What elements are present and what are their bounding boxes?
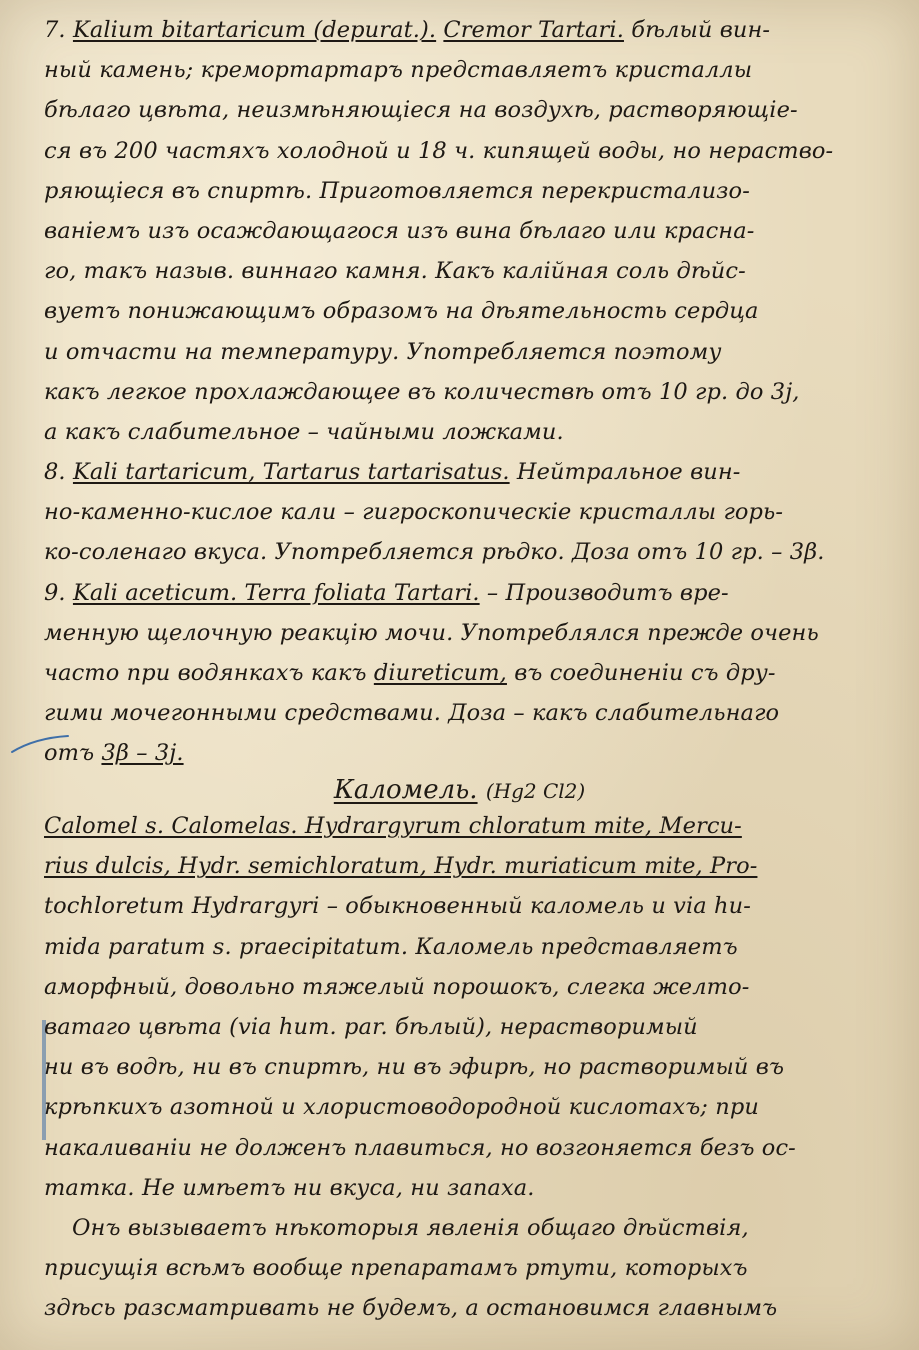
calomel-line-1: Calomel s. Calomelas. Hydrargyrum chloratum mite, Mercu-: [44, 813, 742, 839]
section-8-line-1: [44, 452, 884, 492]
calomel-line-12: присущія всѣмъ вообще препаратамъ ртути, которыхъ: [44, 1255, 748, 1282]
section-7-synonym: Cremor Tartari.: [443, 17, 624, 43]
section-9-line-3-start: часто при водянкахъ какъ: [44, 660, 367, 686]
calomel-line-4: mida paratum s. praecipitatum. Каломель представляетъ: [44, 933, 738, 960]
section-8-latin-title: Kali tartaricum, Tartarus tartarisatus.: [72, 459, 510, 486]
calomel-line-5: аморфный, довольно тяжелый порошокъ, слегка желто-: [44, 973, 750, 1000]
section-8-line-1-rest: Нейтральное вин-: [516, 459, 741, 486]
section-9-line-1-rest: – Производитъ вре-: [486, 579, 729, 606]
section-7-line-2: ный камень; кремортартаръ представляетъ кристаллы: [44, 57, 753, 84]
section-7-latin-title: Kalium bitartaricum (depurat.).: [72, 17, 437, 43]
section-7-line-1: [44, 10, 884, 50]
calomel-line-7: ни въ водѣ, ни въ спиртѣ, ни въ эфирѣ, но растворимый въ: [44, 1054, 785, 1081]
section-9-number: 9.: [44, 579, 66, 606]
calomel-line-9: накаливаніи не долженъ плавиться, но возгоняется безъ ос-: [44, 1134, 796, 1161]
section-7-line-1-rest: бѣлый вин-: [631, 17, 771, 43]
section-9-line-5: [44, 733, 884, 773]
section-7-line-5: ряющіеся въ спиртѣ. Приготовляется перекристализо-: [44, 177, 750, 204]
section-7-line-11: а какъ слабительное – чайными ложками.: [44, 418, 564, 445]
calomel-line-11: Онъ вызываетъ нѣкоторыя явленія общаго дѣйствія,: [72, 1214, 749, 1241]
section-9-line-1: [44, 573, 884, 613]
section-7-line-6: ваніемъ изъ осаждающагося изъ вина бѣлаго или красна-: [44, 217, 755, 244]
section-8-number: 8.: [44, 459, 66, 486]
calomel-line-13: здѣсь разсматривать не будемъ, а остановимся главнымъ: [44, 1295, 778, 1322]
calomel-line-8: крѣпкихъ азотной и хлористоводородной кислотахъ; при: [44, 1094, 759, 1121]
section-7-line-8: вуетъ понижающимъ образомъ на дѣятельность сердца: [44, 298, 759, 325]
calomel-line-10: татка. Не имѣетъ ни вкуса, ни запаха.: [44, 1174, 535, 1201]
section-9-dose: 3β – 3j.: [101, 740, 184, 767]
section-9-line-4: гими мочегонными средствами. Доза – какъ слабительнаго: [44, 700, 780, 727]
section-8-line-3: ко-соленаго вкуса. Употребляется рѣдко. Доза отъ 10 гр. – 3β.: [44, 539, 825, 566]
section-7-line-3: бѣлаго цвѣта, неизмѣняющіеся на воздухѣ, растворяющіе-: [44, 97, 798, 124]
section-7-number: 7.: [44, 17, 66, 43]
section-7: [44, 10, 884, 774]
section-8-line-2: но-каменно-кислое кали – гигроскопическіе кристаллы горь-: [44, 499, 784, 526]
section-7-line-4: ся въ 200 частяхъ холодной и 18 ч. кипящей воды, но нераство-: [44, 137, 834, 164]
section-7-line-10: какъ легкое прохлаждающее въ количествѣ отъ 10 гр. до 3j,: [44, 378, 800, 405]
section-9-line-2: менную щелочную реакцію мочи. Употреблялся прежде очень: [44, 619, 819, 646]
calomel-line-2: rius dulcis, Hydr. semichloratum, Hydr. muriaticum mite, Pro-: [44, 853, 758, 880]
section-7-line-7: го, такъ назыв. виннаго камня. Какъ калійная соль дѣйс-: [44, 258, 746, 285]
section-9-line-3-end: въ соединеніи съ дру-: [514, 660, 776, 686]
calomel-line-6: ватаго цвѣта (via hum. par. бѣлый), нерастворимый: [44, 1013, 698, 1040]
calomel-heading: [0, 770, 919, 811]
section-9-latin-title: Kali aceticum. Terra foliata Tartari.: [72, 579, 480, 606]
section-7-line-9: и отчасти на температуру. Употребляется поэтому: [44, 338, 722, 365]
section-9-dose-prefix: отъ: [44, 740, 95, 767]
calomel-formula: (Hg2 Cl2): [485, 779, 586, 803]
section-9-diureticum: diureticum,: [373, 660, 507, 686]
calomel-section: [44, 806, 884, 1328]
calomel-title: Каломель.: [333, 775, 478, 805]
calomel-line-3: tochloretum Hydrargyri – обыкновенный каломель и via hu-: [44, 893, 751, 920]
section-9-line-3: [44, 653, 884, 693]
